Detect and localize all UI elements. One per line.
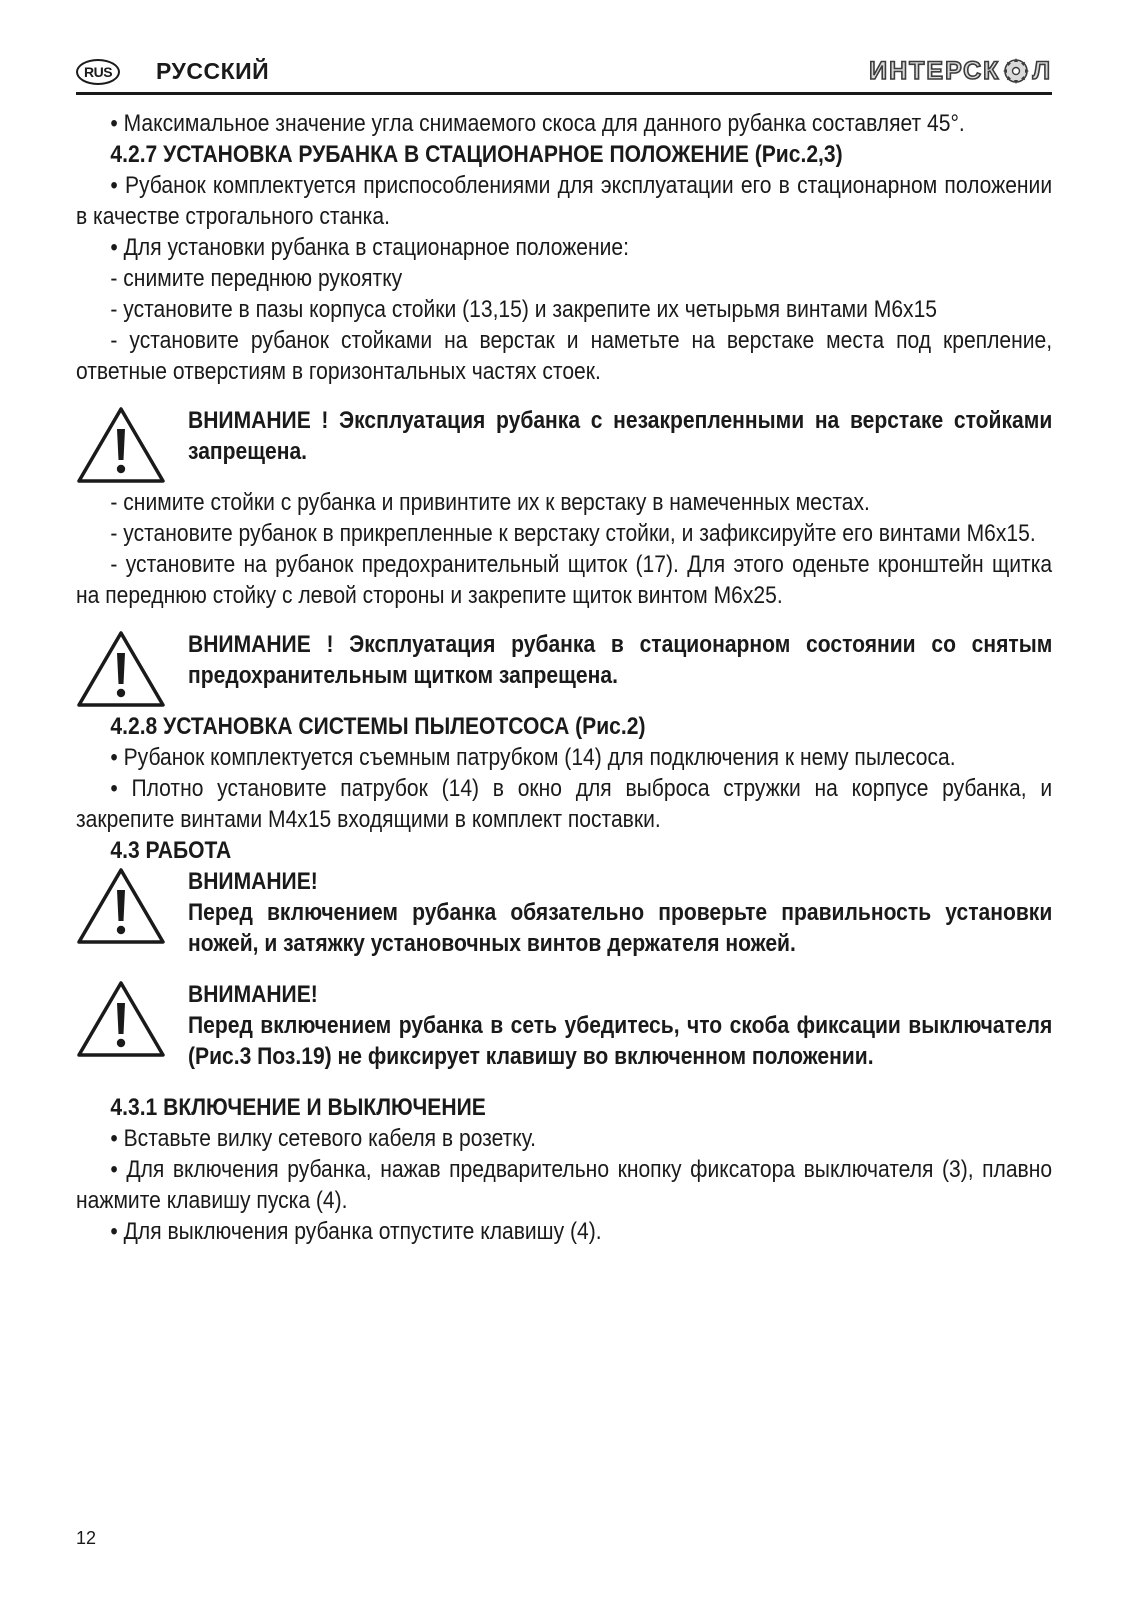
warning-triangle-icon <box>76 405 166 485</box>
warning-text <box>188 405 1052 467</box>
warning-block <box>76 866 1052 959</box>
section-heading: 4.2.7 УСТАНОВКА РУБАНКА В СТАЦИОНАРНОЕ ПОЛОЖЕНИЕ (Рис.2,3) <box>110 141 843 168</box>
circular-saw-blade-icon <box>1002 57 1030 85</box>
paragraph: - снимите стойки с рубанка и привинтите их к верстаку в намеченных местах. <box>110 489 870 516</box>
brand-logo <box>869 56 1052 86</box>
paragraph: • Максимальное значение угла снимаемого скоса для данного рубанка составляет 45°. <box>110 110 965 137</box>
paragraph: • Для выключения рубанка отпустите клавишу (4). <box>110 1218 602 1245</box>
warning-text <box>188 629 1052 691</box>
paragraph: - установите на рубанок предохранительный щиток (17). Для этого оденьте кронштейн щитка на переднюю стойку с левой стороны и закрепите щиток винтом М6х25. <box>76 551 1053 609</box>
brand-text-left: ИНТЕРСК <box>869 56 1001 85</box>
paragraph: - установите в пазы корпуса стойки (13,15) и закрепите их четырьмя винтами М6х15 <box>110 296 938 323</box>
warning-line: ВНИМАНИЕ ! Эксплуатация рубанка в стационарном состоянии со снятым предохранительным щитком запрещена. <box>188 631 1053 689</box>
language-badge: RUS <box>76 59 120 85</box>
paragraph: - установите рубанок в прикрепленные к верстаку стойки, и зафиксируйте его винтами М6х15. <box>110 520 1036 547</box>
warning-triangle-icon <box>76 866 166 946</box>
paragraph: • Рубанок комплектуется приспособлениями для эксплуатации его в стационарном положении в качестве строгального станка. <box>76 172 1053 230</box>
paragraph: • Рубанок комплектуется съемным патрубком (14) для подключения к нему пылесоса. <box>110 744 956 771</box>
paragraph: • Плотно установите патрубок (14) в окно для выброса стружки на корпусе рубанка, и закрепите винтами М4х15 входящими в комплект поставки. <box>76 775 1053 833</box>
warning-line: ВНИМАНИЕ ! Эксплуатация рубанка с незакрепленными на верстаке стойками запрещена. <box>188 407 1053 465</box>
language-title: РУССКИЙ <box>156 58 270 84</box>
paragraph: - установите рубанок стойками на верстак и наметьте на верстаке места под крепление, ответные отверстиям в горизонтальных частях стоек. <box>76 327 1053 385</box>
warning-line: Перед включением рубанка обязательно проверьте правильность установки ножей, и затяжку установочных винтов держателя ножей. <box>188 899 1053 957</box>
warning-block <box>76 629 1052 691</box>
warning-triangle-icon <box>76 979 166 1059</box>
section-heading: 4.3 РАБОТА <box>110 837 232 864</box>
page-header <box>76 52 1052 94</box>
warning-text <box>188 866 1052 959</box>
warning-line: ВНИМАНИЕ! <box>188 868 318 895</box>
warning-line: ВНИМАНИЕ! <box>188 981 318 1008</box>
warning-text <box>188 979 1052 1072</box>
warning-block <box>76 979 1052 1072</box>
paragraph: • Для установки рубанка в стационарное положение: <box>110 234 629 261</box>
paragraph: • Вставьте вилку сетевого кабеля в розетку. <box>110 1125 537 1152</box>
page-content <box>76 108 1052 1247</box>
paragraph: • Для включения рубанка, нажав предварительно кнопку фиксатора выключателя (3), плавно нажмите клавишу пуска (4). <box>76 1156 1053 1214</box>
brand-text-right: Л <box>1032 56 1052 85</box>
section-heading: 4.3.1 ВКЛЮЧЕНИЕ И ВЫКЛЮЧЕНИЕ <box>110 1094 486 1121</box>
section-heading: 4.2.8 УСТАНОВКА СИСТЕМЫ ПЫЛЕОТСОСА (Рис.2) <box>110 713 646 740</box>
warning-line: Перед включением рубанка в сеть убедитесь, что скоба фиксации выключателя (Рис.3 Поз.19) не фиксирует клавишу во включенном положении. <box>188 1012 1053 1070</box>
header-divider <box>76 92 1052 95</box>
paragraph: - снимите переднюю рукоятку <box>110 265 403 292</box>
warning-block <box>76 405 1052 467</box>
warning-triangle-icon <box>76 629 166 709</box>
page-number: 12 <box>76 1528 97 1548</box>
